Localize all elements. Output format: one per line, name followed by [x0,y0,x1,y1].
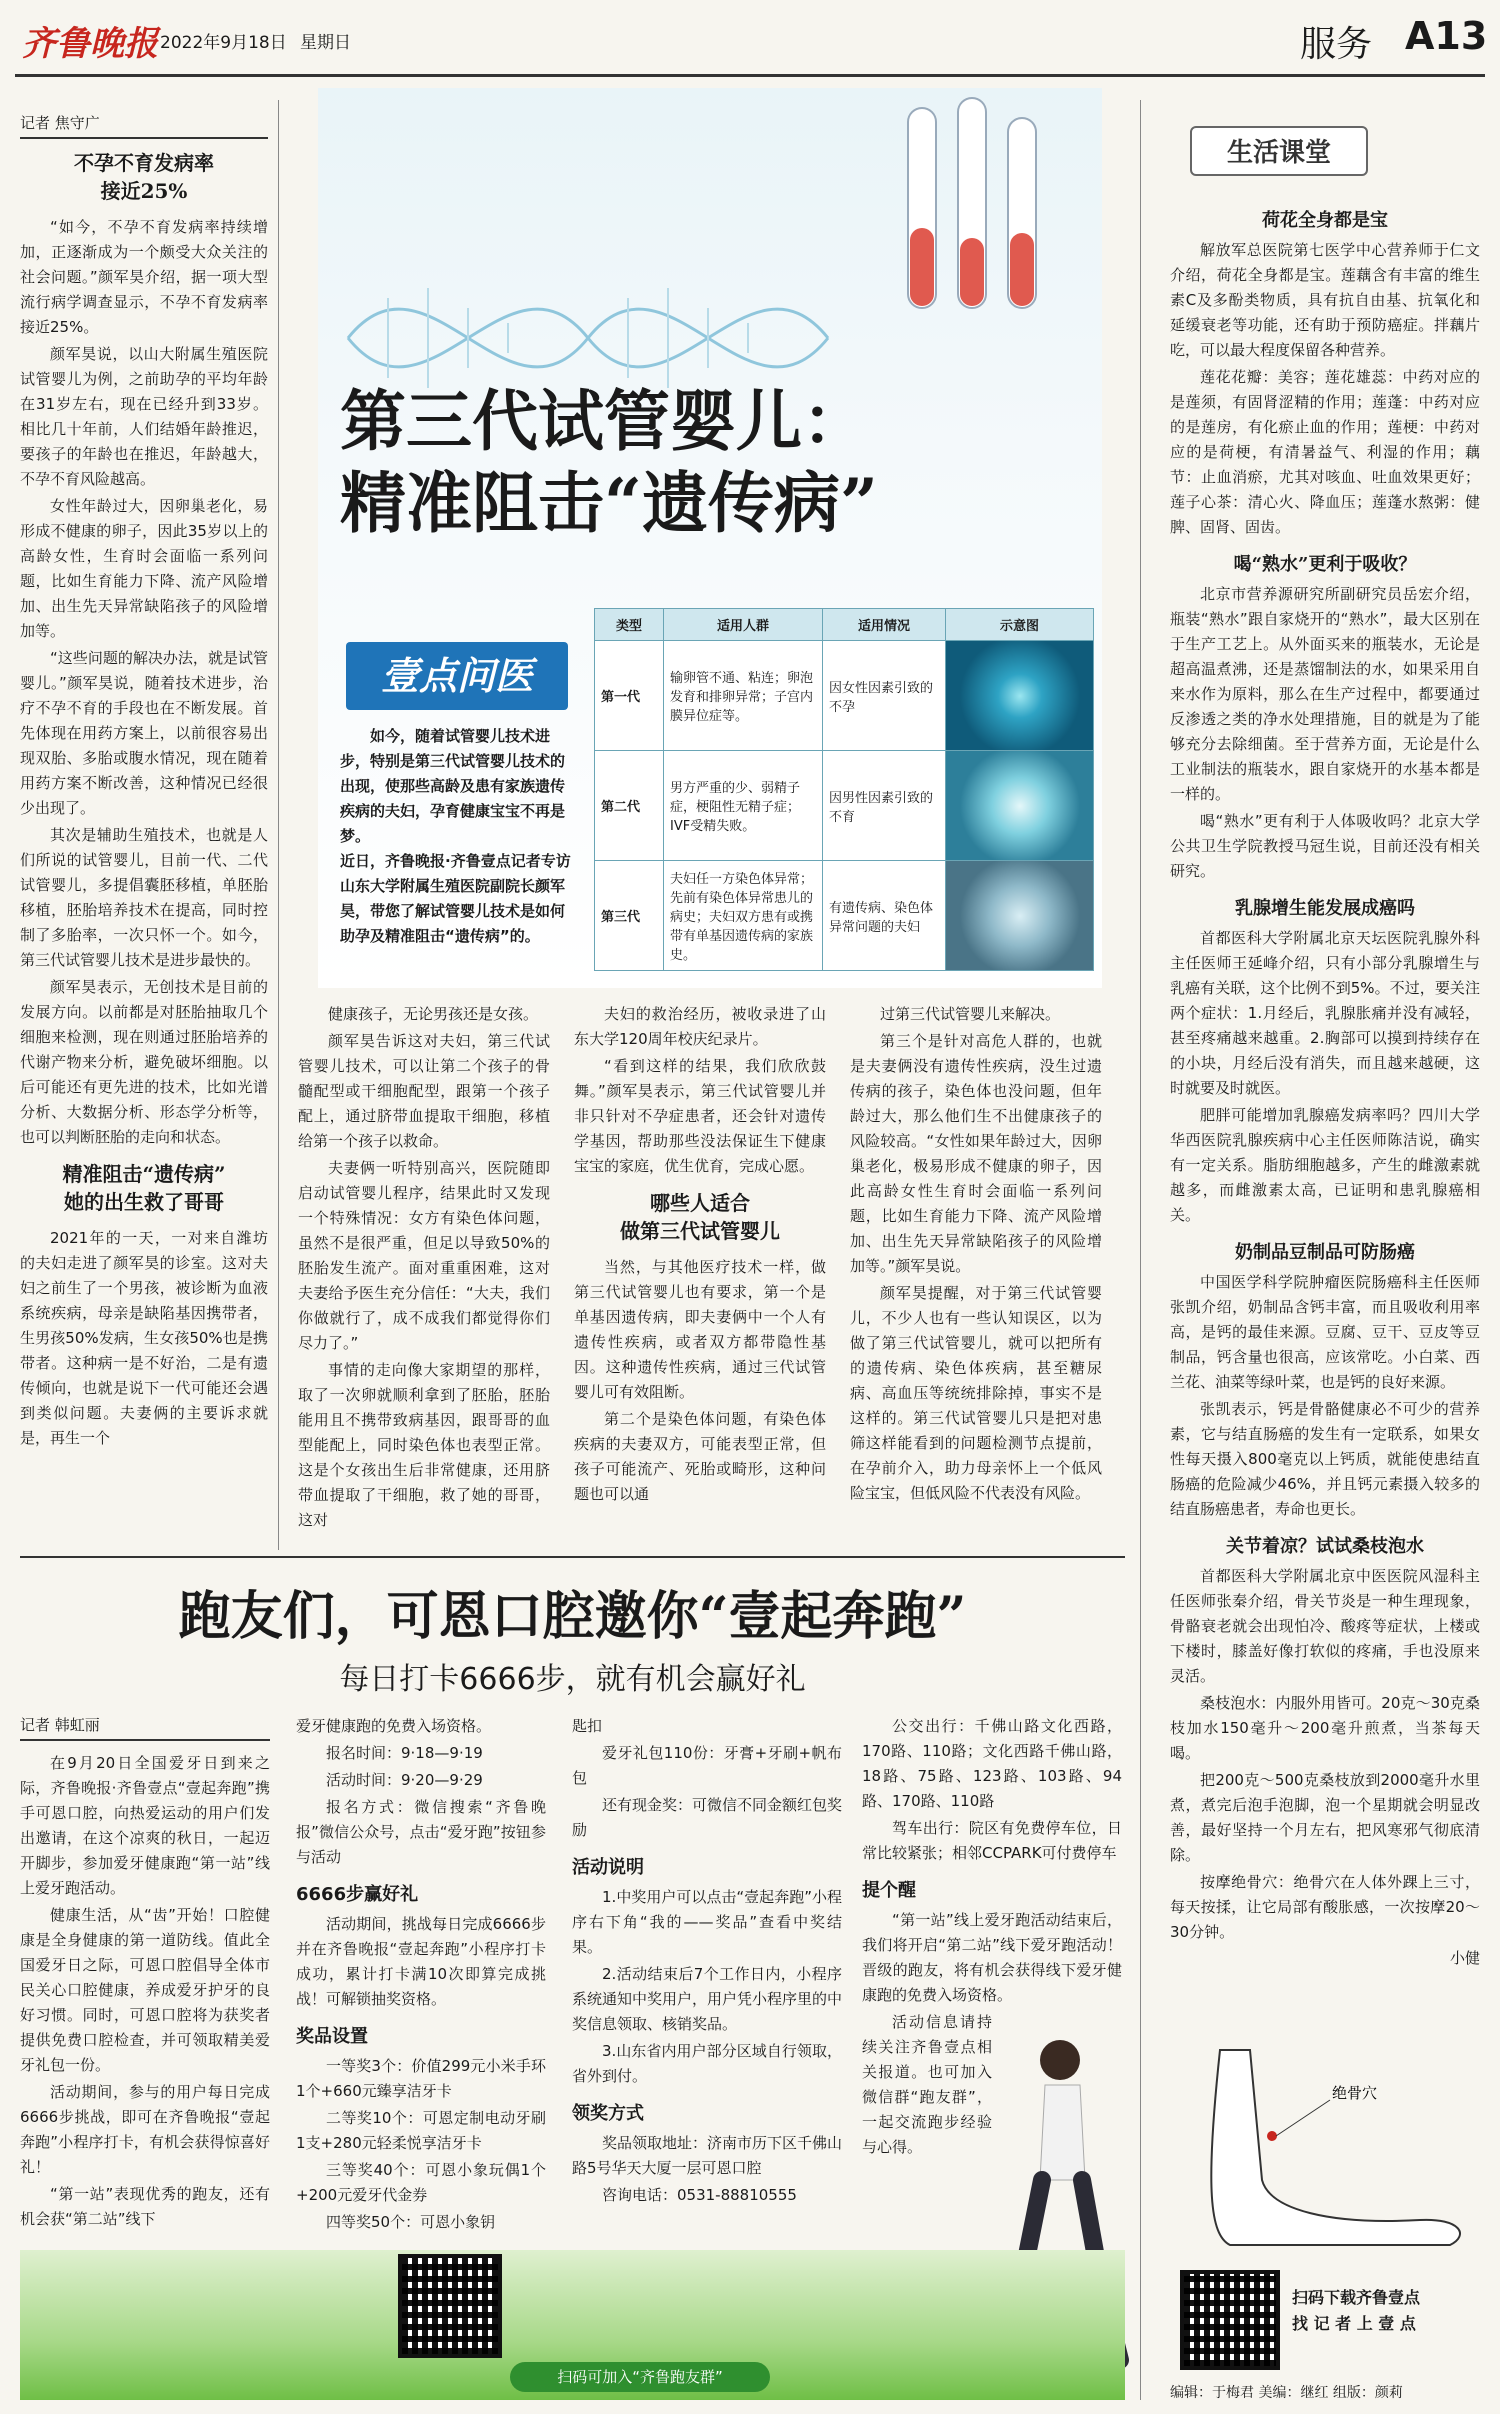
table-cell: 男方严重的少、弱精子症，梗阻性无精子症；IVF受精失败。 [664,751,823,861]
life-class-tag-text: 生活课堂 [1226,138,1331,168]
newspaper-logo: 齐鲁晚报 [22,24,158,64]
paragraph: 爱牙健康跑的免费入场资格。 [296,1717,492,1735]
subheading-rules: 活动说明 [572,1857,644,1878]
left-paras-1 [20,215,268,1150]
masthead-rule [15,74,1485,77]
paragraph: 其次是辅助生殖技术，也就是人们所说的试管婴儿，目前一代、二代试管婴儿，多提倡囊胚移植，单胚胎移植，胚胎培养技术在提高，同时控制了多胎率，一次只怀一个。如今，第三代试管婴儿技术是进步最快的。 [20,826,268,969]
foot-illustration [1190,2040,1480,2250]
subheading-claim: 领奖方式 [572,2103,644,2124]
prize-line: 二等奖10个：可恩定制电动牙刷1支+280元轻柔悦享洁牙卡 [296,2109,546,2152]
paragraph: 北京市营养源研究所副研究员岳宏介绍，瓶装“熟水”跟自家烧开的“熟水”，最大区别在于生产工艺上。从外面买来的瓶装水，无论是超高温煮沸，还是蒸馏制法的水，如果采用自来水作为原料，那么在生产过程中，都要通过反渗透之类的净水处理措施，目的就是为了能够充分去除细菌。至于营养方面，无论是什么工业制法的瓶装水，跟自家烧开的水基本都是一样的。 [1170,585,1480,803]
table-header: 示意图 [946,609,1094,641]
prize-line: 还有现金奖：可微信不同金额红包奖励 [572,1796,842,1839]
tip-title: 喝“熟水”更利于吸收？ [1233,554,1417,575]
article-author: 小健 [1449,1949,1480,1967]
paragraph: 首都医科大学附属北京中医医院风湿科主任医师张秦介绍，骨关节炎是一种生理现象，骨骼衰老就会出现怕冷、酸疼等症状，上楼或下楼时，膝盖好像打软似的疼痛，手也没原来灵活。 [1170,1567,1480,1685]
rule-line: 3.山东省内用户部分区域自行领取，省外到付。 [572,2042,842,2085]
prize-line: 三等奖40个：可恩小象玩偶1个+200元爱牙代金券 [296,2161,546,2204]
paragraph: 张凯表示，钙是骨骼健康必不可少的营养素，它与结直肠癌的发生有一定联系，如果女性每天摄入800毫克以上钙质，就能使患结直肠癌的危险减少46%，并且钙元素摄入较多的结直肠癌患者，寿命也更长。 [1170,1400,1480,1518]
paragraph: 莲花花瓣：美容；莲花雄蕊：中药对应的是莲须，有固肾涩精的作用；莲蓬：中药对应的是莲房，有化瘀止血的作用；莲梗：中药对应的是荷梗，有清暑益气、利湿的作用；藕节：止血消瘀，尤其对咳血、吐血效果更好；莲子心茶：清心火、降血压；莲蓬水熬粥：健脾、固肾、固齿。 [1170,368,1480,536]
paragraph: 当然，与其他医疗技术一样，做第三代试管婴儿也有要求，第一个是单基因遗传病，即夫妻俩中一个人有遗传性疾病，或者双方都带隐性基因。这种遗传性疾病，通过三代试管婴儿可有效阻断。 [574,1258,826,1401]
paragraph: 按摩绝骨穴：绝骨穴在人体外踝上三寸，每天按揉，让它局部有酸胀感，一次按摩20～30分钟。 [1170,1873,1480,1941]
life-class-tag [1190,126,1368,176]
paragraph: 奖品领取地址：济南市历下区千佛山路5号华天大厦一层可恩口腔 [572,2134,842,2177]
subheading-reminder: 提个醒 [862,1880,916,1901]
page-number: A13 [1405,14,1488,58]
paragraph: 把200克～500克桑枝放到2000毫升水里煮，煮完后泡手泡脚，泡一个星期就会明显改善，最好坚持一个月左右，把风寒邪气彻底清除。 [1170,1771,1480,1864]
paragraph: 桑枝泡水：内服外用皆可。20克～30克桑枝加水150毫升～200毫升煎煮，当茶每天喝。 [1170,1694,1480,1762]
paragraph: 解放军总医院第七医学中心营养师于仁文介绍，荷花全身都是宝。莲藕含有丰富的维生素C及多酚类物质，具有抗自由基、抗氧化和延缓衰老等功能，还有助于预防癌症。拌藕片吃，可以最大程度保留各种营养。 [1170,241,1480,359]
paragraph: 颜军昊提醒，对于第三代试管婴儿，不少人也有一些认知误区，以为做了第三代试管婴儿，就可以把所有的遗传病、染色体疾病，甚至糖尿病、高血压等统统排除掉，事实不是这样的。第三代试管婴儿只是把对患筛这样能看到的问题检测节点提前，在孕前介入，助力母亲怀上一个低风险宝宝，但低风险不代表没有风险。 [850,1284,1102,1502]
banner-title: 跑友们，可恩口腔邀你“壹起奔跑” [178,1586,967,1647]
paragraph: “看到这样的结果，我们欣欣鼓舞。”颜军昊表示，第三代试管婴儿并非只针对不孕症患者，还会针对遗传学基因，帮助那些没法保证生下健康宝宝的家庭，优生优育，完成心愿。 [574,1057,826,1175]
table-cell: 因男性因素引致的不育 [823,751,946,861]
tip-section [1170,206,1480,540]
table-cell: 因女性因素引致的不孕 [823,641,946,751]
paragraph: 健康孩子，无论男孩还是女孩。 [328,1005,539,1023]
paragraph: 在9月20日全国爱牙日到来之际，齐鲁晚报·齐鲁壹点“壹起奔跑”携手可恩口腔，向热爱运动的用户们发出邀请，在这个凉爽的秋日，一起迈开脚步，参加爱牙健康跑“第一站”线上爱牙跑活动。 [20,1754,270,1897]
table-header: 适用情况 [823,609,946,641]
paragraph: 颜军昊表示，无创技术是目前的发展方向。以前都是对胚胎抽取几个细胞来检测，现在则通过胚胎培养的代谢产物来分析，避免破坏细胞。以后可能还有更先进的技术，比如光谱分析、大数据分析、形态学分析等，也可以判断胚胎的走向和状态。 [20,978,268,1146]
paragraph: 活动信息请持续关注齐鲁壹点相关报道。也可加入微信群“跑友群”，一起交流跑步经验与心得。 [862,2013,992,2156]
bottom-col-2 [296,1714,546,2234]
tip-section [1170,550,1480,884]
table-header: 适用人群 [664,609,823,641]
issue-weekday: 星期日 [300,33,351,53]
table-row [595,751,1094,861]
table-cell: 第二代 [595,751,664,861]
feature-intro: 如今，随着试管婴儿技术进步，特别是第三代试管婴儿技术的出现，使那些高龄及患有家族遗传疾病的夫妇，孕育健康宝宝不再是梦。 近日，齐鲁晚报·齐鲁壹点记者专访山东大学附属生殖医院副院长颜军昊，带您了解试管婴儿技术是如何助孕及精准阻击“遗传病”的。 [340,727,571,945]
paragraph: 事情的走向像大家期望的那样，取了一次卵就顺利拿到了胚胎，胚胎能用且不携带致病基因，跟哥哥的血型能配上，同时染色体也表型正常。这是个女孩出生后非常健康，还用脐带血提取了干细胞，救了她的哥哥，这对 [298,1361,550,1529]
subheading-who-suitable: 哪些人适合 做第三代试管婴儿 [620,1191,780,1243]
dna-rungs [388,288,748,388]
subheading-genetic: 精准阻击“遗传病” 她的出生救了哥哥 [62,1162,226,1214]
prize-line: 爱牙礼包110份：牙膏+牙刷+帆布包 [572,1744,842,1787]
runner-body [1040,2085,1085,2180]
acupoint-label: 绝骨穴 [1332,2084,1378,2102]
paragraph: 首都医科大学附属北京天坛医院乳腺外科主任医师王延峰介绍，只有小部分乳腺增生与乳癌有关联，这个比例不到5%。不过，要关注两个症状：1.月经后，乳腺胀痛并没有减轻，甚至疼痛越来越重。2.胸部可以摸到持续存在的小块，月经后没有消失，而且越来越硬，这时就要及时就医。 [1170,929,1480,1097]
table-header-row [595,609,1094,641]
paragraph: 女性年龄过大，因卵巢老化，易形成不健康的卵子，因此35岁以上的高龄女性，生育时会面临一系列问题，比如生育能力下降、流产风险增加、出生先天异常缺陷孩子的风险增加等。 [20,497,268,640]
paragraph: 活动期间，挑战每日完成6666步并在齐鲁晚报“壹起奔跑”小程序打卡成功，累计打卡满10次即算完成挑战！可解锁抽奖资格。 [296,1915,546,2008]
paragraph: “第一站”表现优秀的跑友，还有机会获“第二站”线下 [20,2185,270,2228]
subheading-prizes: 奖品设置 [296,2026,368,2047]
paragraph: 喝“熟水”更有利于人体吸收吗？北京大学公共卫生学院教授马冠生说，目前还没有相关研究。 [1170,812,1480,880]
runner-head [1040,2040,1080,2080]
paragraph: 肥胖可能增加乳腺癌发病率吗？四川大学华西医院乳腺疾病中心主任医师陈洁说，确实有一定关系。脂肪细胞越多，产生的雌激素就越多，而雌激素太高，已证明和患乳腺癌相关。 [1170,1106,1480,1224]
table-header: 类型 [595,609,664,641]
info-line: 活动时间：9·20—9·29 [326,1771,483,1789]
info-line: 报名时间：9·18—9·19 [326,1744,483,1762]
transit-line: 公交出行：千佛山路文化西路，170路、110路；文化西路千佛山路，18路、75路、123路、103路、94路、170路、110路 [862,1717,1122,1810]
rule-line: 2.活动结束后7个工作日内，小程序系统通知中奖用户，用户凭小程序里的中奖信息领取、核销奖品。 [572,1965,842,2033]
runners-group-caption: 扫码可加入“齐鲁跑友群” [510,2362,770,2392]
table-cell: 夫妇任一方染色体异常；先前有染色体异常患儿的病史；夫妇双方患有或携带有单基因遗传病的家族史。 [664,861,823,971]
download-qr-code[interactable] [1180,2270,1280,2370]
subheading-infertility: 不孕不育发病率 接近25% [74,151,214,203]
tip-section [1170,1238,1480,1522]
diagram-cell [946,641,1094,751]
feature-col-3 [850,1002,1102,1542]
paragraph: 夫妇的救治经历，被收录进了山东大学120周年校庆纪录片。 [574,1005,826,1048]
prize-line: 四等奖50个：可恩小象钥 [326,2213,496,2231]
paragraph: 过第三代试管婴儿来解决。 [880,1005,1061,1023]
prize-line: 匙扣 [572,1717,603,1735]
tip-section [1170,1532,1480,1968]
table-row [595,641,1094,751]
tip-title: 关节着凉？试试桑枝泡水 [1226,1536,1424,1557]
feature-title-line2: 精准阻击“遗传病” [340,464,878,542]
feature-title [340,380,1100,544]
paragraph: 2021年的一天，一对来自潍坊的夫妇走进了颜军昊的诊室。这对夫妇之前生了一个男孩，被诊断为血液系统疾病，母亲是缺陷基因携带者，生男孩50%发病，生女孩50%也是携带者。这种病一是不好治，二是有遗传倾向，也就是说下一代可能还会遇到类似问题。夫妻俩的主要诉求就是，再生一个 [20,1229,268,1447]
paragraph: “第一站”线上爱牙跑活动结束后，我们将开启“第二站”线下爱牙跑活动！晋级的跑友，将有机会获得线下爱牙健康跑的免费入场资格。 [862,1911,1122,2004]
paragraph: 第三个是针对高危人群的，也就是夫妻俩没有遗传性疾病，没生过遗传病的孩子，染色体也没问题，但年龄过大，那么他们生不出健康孩子的风险较高。“女性如果年龄过大，因卵巢老化，极易形成不健康的卵子，因此高龄女性生育时会面临一系列问题，比如生育能力下降、流产风险增加、出生先天异常缺陷孩子的风险增加等。”颜军昊说。 [850,1032,1102,1275]
ivf-table [594,608,1094,980]
diagram-cell [946,861,1094,971]
banner-subtitle: 每日打卡6666步，就有机会赢好礼 [339,1662,806,1697]
paragraph: 第二个是染色体问题，有染色体疾病的夫妻双方，可能表型正常，但孩子可能流产、死胎或畸形，这种问题也可以通 [574,1410,826,1503]
issue-date: 2022年9月18日 [160,33,287,53]
paragraph: 夫妻俩一听特别高兴，医院随即启动试管婴儿程序，结果此时又发现一个特殊情况：女方有染色体问题，虽然不是很严重，但足以导致50%的胚胎发生流产。面对重重困难，这对夫妻给予医生充分信任：“大夫，我们你做就行了，成不成我们都觉得你们尽力了。” [298,1159,550,1352]
tip-title: 乳腺增生能发展成癌吗 [1235,898,1415,919]
badge-text: 壹点问医 [380,654,533,698]
right-column-divider [1140,100,1141,2400]
info-line: 报名方式：微信搜索“齐鲁晚报”微信公众号，点击“爱牙跑”按钮参与活动 [296,1798,546,1866]
right-column-body [1170,196,1480,2026]
paragraph: “如今，不孕不育发病率持续增加，正逐渐成为一个颇受大众关注的社会问题。”颜军昊介绍，据一项大型流行病学调查显示，不孕不育发病率接近25%。 [20,218,268,336]
tip-title: 荷花全身都是宝 [1262,210,1388,231]
page-credits: 编辑：于梅君 美编：继红 组版：颜莉 [1170,2385,1403,2401]
table-row [595,861,1094,971]
subheading-6666: 6666步赢好礼 [296,1884,419,1905]
feature-col-2 [574,1002,826,1542]
acupoint-leader [1276,2100,1330,2136]
table-cell: 第三代 [595,861,664,971]
paragraph: “这些问题的解决办法，就是试管婴儿。”颜军昊说，随着技术进步，治疗不孕不育的手段也在不断发展。首先体现在用药方案上，以前很容易出现双胎、多胎或腹水情况，现在随着用药方案不断改善，这种情况已经很少出现了。 [20,649,268,817]
table-cell: 有遗传病、染色体异常问题的夫妇 [823,861,946,971]
paragraph: 健康生活，从“齿”开始！口腔健康是全身健康的第一道防线。值此全国爱牙日之际，可恩口腔倡导全体市民关心口腔健康，养成爱牙护牙的良好习惯。同时，可恩口腔将为获奖者提供免费口腔检查，并可领取精美爱牙礼包一份。 [20,1906,270,2074]
diagram-cell [946,751,1094,861]
bottom-col-1 [20,1714,270,2274]
paragraph: 中国医学科学院肿瘤医院肠癌科主任医师张凯介绍，奶制品含钙丰富，而且吸收利用率高，是钙的最佳来源。豆腐、豆干、豆皮等豆制品，钙含量也很高，应该常吃。小白菜、西兰花、油菜等绿叶菜，也是钙的良好来源。 [1170,1273,1480,1391]
paragraph: 颜军昊说，以山大附属生殖医院试管婴儿为例，之前助孕的平均年龄在31岁左右，现在已经升到33岁。相比几十年前，人们结婚年龄推迟，要孩子的年龄也在推迟，年龄越大，不孕不育风险越高。 [20,345,268,488]
column-divider [278,100,279,1550]
table-cell: 第一代 [595,641,664,751]
contact-phone: 咨询电话：0531-88810555 [602,2186,797,2204]
banner-rule [20,1556,1125,1558]
dna-helix [348,309,828,367]
acupoint-marker [1267,2131,1277,2141]
rule-line: 1.中奖用户可以点击“壹起奔跑”小程序右下角“我的——奖品”查看中奖结果。 [572,1888,842,1956]
paragraph: 活动期间，参与的用户每日完成6666步挑战，即可在齐鲁晚报“壹起奔跑”小程序打卡，有机会获得惊喜好礼！ [20,2083,270,2176]
runners-group-qr-code[interactable] [398,2254,502,2358]
left-article [20,112,268,1552]
byline: 记者 韩虹丽 [20,1714,270,1741]
masthead [0,0,1500,76]
download-qr-text: 扫码下载齐鲁壹点 找 记 者 上 壹 点 [1292,2288,1421,2333]
table-cell: 输卵管不通、粘连；卵泡发育和排卵异常；子宫内膜异位症等。 [664,641,823,751]
byline: 记者 焦守广 [20,112,268,139]
feature-col-1 [298,1002,550,1542]
foot-outline [1211,2050,1460,2245]
tube-liquid [910,228,1034,306]
paragraph: 颜军昊告诉这对夫妇，第三代试管婴儿技术，可以让第二个孩子的骨髓配型或干细胞配型，跟第一个孩子配上，通过脐带血提取干细胞，移植给第一个孩子以救命。 [298,1032,550,1150]
tip-title: 奶制品豆制品可防肠癌 [1235,1242,1415,1263]
bottom-col-3 [572,1714,842,2234]
tip-section [1170,894,1480,1228]
feature-title-line1: 第三代试管婴儿： [340,382,868,460]
section-name: 服务 [1300,24,1373,65]
prize-line: 一等奖3个：价值299元小米手环1个+660元臻享洁牙卡 [296,2057,546,2100]
transit-line: 驾车出行：院区有免费停车位，日常比较紧张；相邻CCPARK可付费停车 [862,1819,1122,1862]
badge-ask-doctor [346,642,568,710]
